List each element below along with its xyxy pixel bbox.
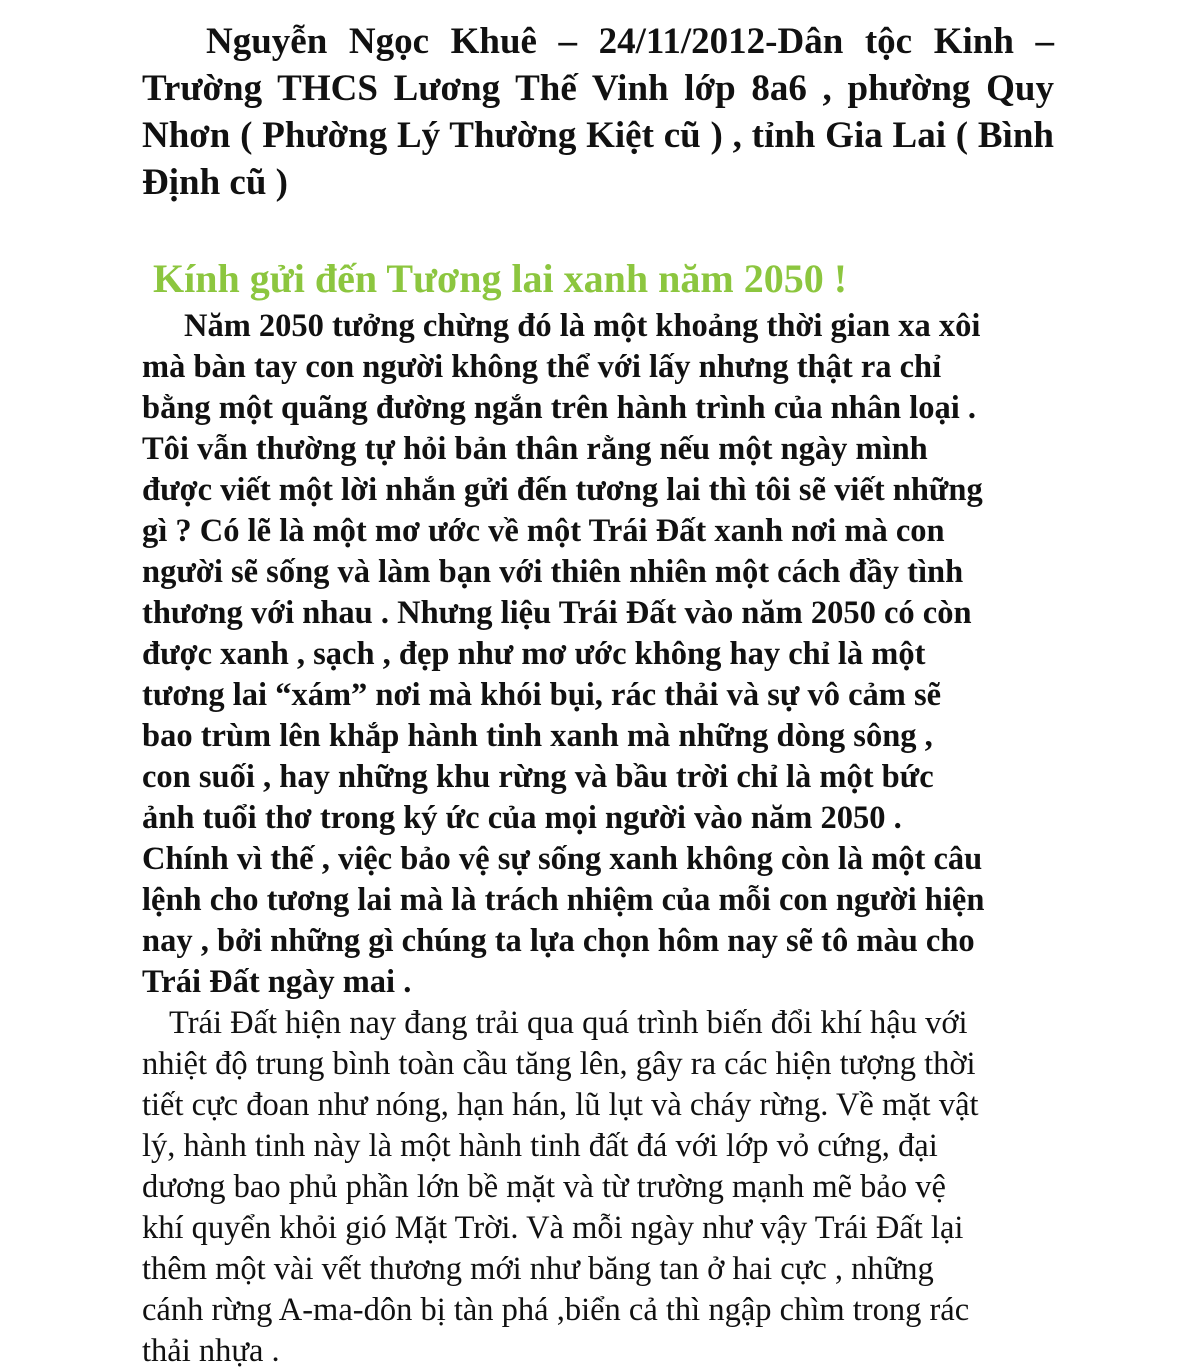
text-line: lý, hành tinh này là một hành tinh đất đá với lớp vỏ cứng, đại [142, 1128, 938, 1164]
letter-body [142, 306, 1054, 1372]
text-line: người sẽ sống và làm bạn với thiên nhiên một cách đầy tình [142, 554, 964, 590]
text-line: lệnh cho tương lai mà là trách nhiệm của mỗi con người hiện [142, 882, 985, 918]
document-page [142, 18, 1054, 206]
text-line: được viết một lời nhắn gửi đến tương lai thì tôi sẽ viết những [142, 472, 983, 508]
text-line: mà bàn tay con người không thể với lấy nhưng thật ra chỉ [142, 349, 942, 385]
text-line: tương lai “xám” nơi mà khói bụi, rác thải và sự vô cảm sẽ [142, 677, 942, 713]
text-line: được xanh , sạch , đẹp như mơ ước không hay chỉ là một [142, 636, 926, 672]
text-line: Năm 2050 tưởng chừng đó là một khoảng thời gian xa xôi [184, 308, 981, 344]
text-line: nhiệt độ trung bình toàn cầu tăng lên, gây ra các hiện tượng thời [142, 1046, 976, 1082]
paragraph-1 [142, 306, 1054, 1003]
text-line: tiết cực đoan như nóng, hạn hán, lũ lụt và cháy rừng. Về mặt vật [142, 1087, 979, 1123]
text-line: cánh rừng A-ma-dôn bị tàn phá ,biển cả thì ngập chìm trong rác [142, 1292, 970, 1328]
text-line: gì ? Có lẽ là một mơ ước về một Trái Đất xanh nơi mà con [142, 513, 945, 549]
author-info: Nguyễn Ngọc Khuê – 24/11/2012-Dân tộc Kinh – Trường THCS Lương Thế Vinh lớp 8a6 , phường Quy Nhơn ( Phường Lý Thường Kiệt cũ ) , tỉnh Gia Lai ( Bình Định cũ ) [142, 21, 1054, 203]
text-line: thải nhựa . [142, 1333, 280, 1369]
letter-greeting: Kính gửi đến Tương lai xanh năm 2050 ! [153, 256, 848, 301]
text-line: nay , bởi những gì chúng ta lựa chọn hôm nay sẽ tô màu cho [142, 923, 975, 959]
text-line: Trái Đất ngày mai . [142, 964, 412, 1000]
text-line: Chính vì thế , việc bảo vệ sự sống xanh không còn là một câu [142, 841, 983, 877]
text-line: bao trùm lên khắp hành tinh xanh mà những dòng sông , [142, 718, 933, 754]
text-line: dương bao phủ phần lớn bề mặt và từ trường mạnh mẽ bảo vệ [142, 1169, 946, 1205]
text-line: bằng một quãng đường ngắn trên hành trình của nhân loại . [142, 390, 977, 426]
text-line: Tôi vẫn thường tự hỏi bản thân rằng nếu một ngày mình [142, 431, 928, 467]
text-line: Trái Đất hiện nay đang trải qua quá trình biến đổi khí hậu với [169, 1005, 968, 1041]
text-line: thương với nhau . Nhưng liệu Trái Đất vào năm 2050 có còn [142, 595, 972, 631]
text-line: con suối , hay những khu rừng và bầu trời chỉ là một bức [142, 759, 934, 795]
text-line: ảnh tuổi thơ trong ký ức của mọi người vào năm 2050 . [142, 800, 902, 836]
text-line: khí quyển khỏi gió Mặt Trời. Và mỗi ngày như vậy Trái Đất lại [142, 1210, 964, 1246]
text-line: thêm một vài vết thương mới như băng tan ở hai cực , những [142, 1251, 934, 1287]
paragraph-2 [142, 1003, 1054, 1372]
